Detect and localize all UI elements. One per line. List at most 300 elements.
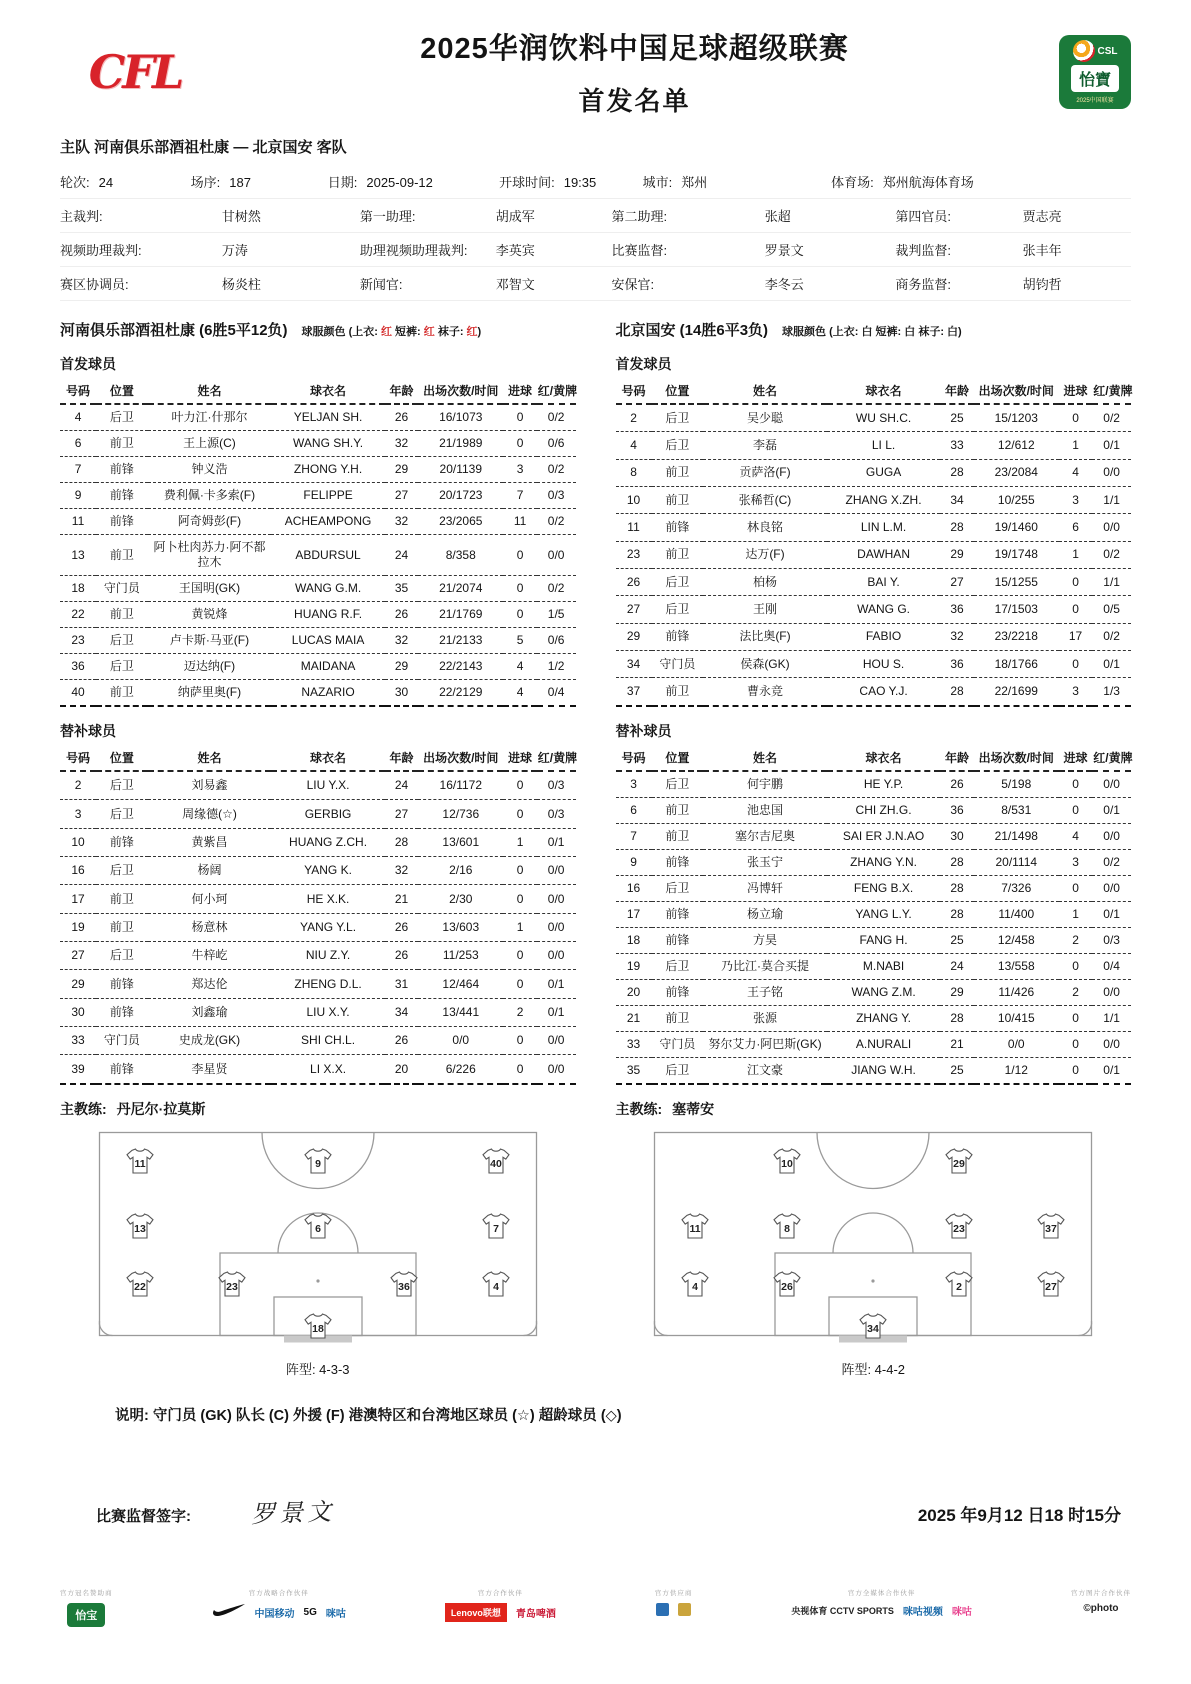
svg-text:11: 11 [133,1157,146,1170]
sheet-title: 首发名单 [578,86,691,116]
cell: 22/1699 [974,678,1059,706]
jersey-icon [125,1212,155,1241]
field-label: 比赛监督: [611,243,668,258]
cell: FELIPPE [271,483,384,509]
table-header-row [616,378,1132,404]
cell: 0/3 [537,800,576,828]
cell: 后卫 [652,596,704,623]
cell: 0 [1059,1006,1093,1032]
cell: 前卫 [652,798,704,824]
cell: CAO Y.J. [827,678,940,706]
jersey-icon [944,1269,974,1298]
cell: 0/2 [1092,850,1131,876]
field-label: 视频助理裁判: [60,243,142,258]
sponsor-tier-label: 官方冠名赞助商 [60,1590,113,1597]
field-label: 赛区协调员: [60,277,129,292]
field-label: 商务监督: [895,277,951,292]
cell: 法比奥(F) [703,623,827,650]
cell: 0 [503,942,537,970]
field-value: 24 [98,175,114,190]
table-row [616,876,1132,902]
cell: 36 [940,596,974,623]
kit-socks-value: 红 [466,326,478,338]
table-header-away-subs [616,745,1132,771]
table-row [616,1058,1132,1085]
matchup-line: 主队 河南俱乐部酒祖杜康 — 北京国安 客队 [60,139,347,156]
cell: 0/0 [537,857,576,885]
cell: 杨立瑜 [703,902,827,928]
cell: 0 [1059,876,1093,902]
cell: 前卫 [96,680,148,707]
cell: 4 [60,404,96,431]
cell: 0 [503,771,537,800]
cell: 13/601 [418,828,503,856]
cell: 10/415 [974,1006,1059,1032]
cell: 后卫 [96,800,148,828]
cell: 21/1989 [418,431,503,457]
info-field [191,172,328,191]
cell: 林良铭 [703,514,827,541]
jersey-icon [217,1269,247,1298]
table-row [60,1027,576,1055]
cell: 塞尔吉尼奥 [703,824,827,850]
cell: BAI Y. [827,569,940,596]
cell: 33 [60,1027,96,1055]
svg-text:4: 4 [692,1280,698,1293]
kit-shirt-value: 红 [380,326,392,338]
cell: 13/558 [974,954,1059,980]
cell: 前卫 [652,541,704,568]
column-header: 球衣名 [271,745,384,771]
cell: 36 [940,651,974,678]
cell: 28 [940,1006,974,1032]
cell: 0 [1059,771,1093,798]
cell: NAZARIO [271,680,384,707]
field-label: 日期: [327,175,358,190]
cell: ABDURSUL [271,535,384,576]
cell: 3 [503,457,537,483]
jersey-icon [680,1212,710,1241]
cell: A.NURALI [827,1032,940,1058]
cell: WANG Z.M. [827,980,940,1006]
cell: 史成龙(GK) [148,1027,272,1055]
cell: 39 [60,1055,96,1084]
cell: 8/531 [974,798,1059,824]
formation-label-home: 阵型: 4-3-3 [285,1362,350,1377]
cell: GUGA [827,459,940,486]
info-field [612,240,896,259]
cell: 池忠国 [703,798,827,824]
table-row [60,509,576,535]
cell: 0 [1059,651,1093,678]
cell: 33 [616,1032,652,1058]
cell: 2/30 [418,885,503,913]
cell: 周缘德(☆) [148,800,272,828]
cell: 2 [1059,980,1093,1006]
cell: 前锋 [96,1055,148,1084]
cell: 后卫 [652,954,704,980]
cell: 28 [940,876,974,902]
table-row [616,1006,1132,1032]
svg-text:18: 18 [311,1323,324,1336]
cell: 12/464 [418,970,503,998]
cell: 37 [616,678,652,706]
sponsor-logo-mark-blue [656,1603,669,1616]
formation-pitch-home [98,1131,538,1343]
sponsor-logo-migu-blue: 咪咕 [325,1609,346,1620]
cell: 2 [1059,928,1093,954]
cell: 21/1498 [974,824,1059,850]
cell: 0 [503,885,537,913]
field-label: 第一助理: [359,209,416,224]
cell: 0/6 [537,431,576,457]
cell: 2/16 [418,857,503,885]
sponsor-group-0 [60,1588,113,1627]
column-header: 球衣名 [827,745,940,771]
cell: 26 [616,569,652,596]
sponsor-logos [212,1603,346,1622]
table-row [616,596,1132,623]
jersey-icon [858,1312,888,1341]
field-value: 19:35 [563,175,597,190]
cell: 0 [503,1027,537,1055]
subs-heading-away: 替补球员 [615,723,672,739]
info-field [60,274,360,293]
jersey-icon [1036,1212,1066,1241]
table-header-row [616,745,1132,771]
cell: 30 [940,824,974,850]
cell: 0/6 [537,628,576,654]
cell: 前锋 [652,928,704,954]
table-row [616,623,1132,650]
cell: 0/0 [1092,771,1131,798]
column-header: 位置 [652,378,704,404]
cell: 1 [1059,902,1093,928]
column-header: 红/黄牌 [537,745,576,771]
cell: 0 [503,576,537,602]
svg-text:37: 37 [1045,1223,1058,1236]
cell: MAIDANA [271,654,384,680]
cell: WANG G. [827,596,940,623]
cell: 前卫 [652,678,704,706]
cell: 3 [1059,487,1093,514]
cell: 4 [616,432,652,459]
cell: 8/358 [418,535,503,576]
cell: 前卫 [652,487,704,514]
cell: 19/1748 [974,541,1059,568]
cell: 28 [940,678,974,706]
svg-text:34: 34 [867,1323,880,1336]
table-row [60,970,576,998]
cell: 0 [1059,1032,1093,1058]
cell: LI X.X. [271,1055,384,1084]
cell: 13/441 [418,998,503,1026]
cell: 27 [616,596,652,623]
cell: 后卫 [652,771,704,798]
info-field [612,206,896,225]
jersey-icon [303,1312,333,1341]
table-row [60,913,576,941]
table-row [60,800,576,828]
cell: 后卫 [96,942,148,970]
cell: 11/400 [974,902,1059,928]
cell: 王子铭 [703,980,827,1006]
kit-shorts-value: 红 [423,326,435,338]
cell: 27 [940,569,974,596]
table-header-row [60,378,576,404]
cfl-logo-text: CFL [88,45,182,99]
table-row [60,857,576,885]
column-header: 号码 [616,745,652,771]
cell: 柏杨 [703,569,827,596]
column-header: 年龄 [385,378,419,404]
jersey-icon [481,1146,511,1175]
cell: 后卫 [652,1058,704,1085]
cell: 守门员 [652,1032,704,1058]
field-label: 裁判监督: [895,243,951,258]
field-value: 贾志亮 [1022,209,1062,224]
svg-text:29: 29 [953,1157,965,1170]
jersey-icon [772,1269,802,1298]
cell: 4 [1059,824,1093,850]
jersey-icon [944,1146,974,1175]
column-header: 进球 [503,745,537,771]
cell: 33 [940,432,974,459]
cell: 0/0 [1092,459,1131,486]
cell: 17 [616,902,652,928]
cell: 前锋 [96,483,148,509]
cell: 13 [60,535,96,576]
field-value: 邓智文 [495,277,535,292]
cell: WU SH.C. [827,404,940,432]
table-row [616,928,1132,954]
cell: 21 [385,885,419,913]
cell: 前卫 [96,602,148,628]
cell: 0/1 [537,828,576,856]
info-row [60,199,1131,233]
cell: 前卫 [96,913,148,941]
cell: 32 [385,857,419,885]
table-header-home-starters [60,378,576,404]
cfl-league-logo [60,45,210,99]
cell: 杨阔 [148,857,272,885]
cell: 1/1 [1092,569,1131,596]
cell: 28 [940,514,974,541]
cell: 20/1114 [974,850,1059,876]
field-label: 开球时间: [499,175,555,190]
cell: 0 [1059,798,1093,824]
cell: 0/0 [537,942,576,970]
cell: 0 [503,857,537,885]
table-row [60,885,576,913]
document-header [60,26,1131,118]
sponsor-tier-label: 官方图片合作伙伴 [1070,1590,1131,1597]
cell: 郑达伦 [148,970,272,998]
cell: 4 [503,680,537,707]
cell: 34 [385,998,419,1026]
cell: 1 [503,913,537,941]
table-row [616,569,1132,596]
cell: 22 [60,602,96,628]
column-header: 姓名 [703,745,827,771]
column-header: 位置 [652,745,704,771]
cell: 17/1503 [974,596,1059,623]
table-row [616,798,1132,824]
starters-heading-away: 首发球员 [615,356,672,372]
cell: 0 [503,404,537,431]
cell: FABIO [827,623,940,650]
sponsor-tier-label: 官方战略合作伙伴 [248,1590,309,1597]
field-label: 第四官员: [895,209,951,224]
cell: 34 [616,651,652,678]
cell: 20 [385,1055,419,1084]
team-header-away [616,319,1132,340]
cell: 0/1 [1092,432,1131,459]
cell: 阿奇姆彭(F) [148,509,272,535]
cell: 0 [1059,569,1093,596]
info-field [360,274,612,293]
cell: 23 [616,541,652,568]
team-header-home [60,319,576,340]
table-row [616,678,1132,706]
cell: 0 [503,602,537,628]
signature-label: 比赛监督签字: [96,1508,191,1525]
sponsor-group-2 [445,1588,556,1622]
cell: 17 [1059,623,1093,650]
cell: ZHANG Y.N. [827,850,940,876]
cell: 15/1255 [974,569,1059,596]
cell: 前卫 [652,824,704,850]
legend-notes: 说明: 守门员 (GK) 队长 (C) 外援 (F) 港澳特区和台湾地区球员 (☆) 超龄球员 (◇) [115,1408,622,1424]
cell: 钟义浩 [148,457,272,483]
cell: 20/1723 [418,483,503,509]
info-field [895,240,1131,259]
field-value: 郑州航海体育场 [882,175,974,190]
cell: 28 [940,902,974,928]
subs-heading-home: 替补球员 [60,723,116,739]
table-header-away-starters [616,378,1132,404]
cell: 36 [940,798,974,824]
cell: 5 [503,628,537,654]
field-label: 场序: [190,175,221,190]
document-titles [210,26,1059,118]
cell: 22/2129 [418,680,503,707]
cell: 21/2074 [418,576,503,602]
column-header: 年龄 [940,745,974,771]
cell: 23/2084 [974,459,1059,486]
cell: 2 [616,404,652,432]
coach-line-home [60,1099,576,1119]
cell: 9 [616,850,652,876]
kit-shorts-value: 白 [904,326,916,338]
cell: YANG K. [271,857,384,885]
cell: 4 [1059,459,1093,486]
cell: 黄紫昌 [148,828,272,856]
info-field [612,274,896,293]
cell: 29 [385,654,419,680]
info-field [895,206,1131,225]
table-row [60,576,576,602]
cell: 方昊 [703,928,827,954]
yibao-brand: 怡寶 [1071,65,1119,92]
info-field [643,172,831,191]
cell: 30 [60,998,96,1026]
cell: 李磊 [703,432,827,459]
cell: 21 [940,1032,974,1058]
cell: ZHONG Y.H. [271,457,384,483]
table-row [616,771,1132,798]
sponsor-logos [67,1603,105,1627]
supervisor-signature: 罗景文 [250,1497,336,1529]
cell: 0 [1059,954,1093,980]
cell: 0/0 [537,1055,576,1084]
cell: 后卫 [96,654,148,680]
cell: 后卫 [96,771,148,800]
jersey-icon [125,1269,155,1298]
jersey-icon [303,1146,333,1175]
field-label: 安保官: [611,277,655,292]
info-field [499,172,643,191]
cell: 26 [385,1027,419,1055]
cell: 0 [1059,404,1093,432]
field-value: 万涛 [221,243,248,258]
info-field [895,274,1131,293]
field-label: 主裁判: [60,209,103,224]
cell: 努尔艾力·阿巴斯(GK) [703,1032,827,1058]
cell: NIU Z.Y. [271,942,384,970]
cell: 2 [60,771,96,800]
cell: 7 [616,824,652,850]
cell: 刘鑫瑜 [148,998,272,1026]
cell: 后卫 [652,404,704,432]
cell: 1/2 [537,654,576,680]
jersey-icon [389,1269,419,1298]
table-row [616,824,1132,850]
info-field [60,206,360,225]
cell: 7 [503,483,537,509]
sponsor-footer [60,1588,1131,1627]
cell: 黄锐烽 [148,602,272,628]
cell: 8 [616,459,652,486]
column-header: 位置 [96,378,148,404]
cell: 王上源(C) [148,431,272,457]
cell: 32 [385,509,419,535]
cell: 后卫 [96,857,148,885]
cell: YANG Y.L. [271,913,384,941]
field-value: 胡成军 [495,209,535,224]
cell: LIN L.M. [827,514,940,541]
cell: 17 [60,885,96,913]
table-row [60,680,576,707]
column-header: 年龄 [385,745,419,771]
cell: DAWHAN [827,541,940,568]
cell: SHI CH.L. [271,1027,384,1055]
jersey-icon [125,1146,155,1175]
cell: 26 [385,913,419,941]
cell: 前卫 [652,1006,704,1032]
cell: SAI ER J.N.AO [827,824,940,850]
cell: 21/2133 [418,628,503,654]
cell: 后卫 [96,404,148,431]
jersey-icon [303,1212,333,1241]
cell: HUANG R.F. [271,602,384,628]
cell: 0 [503,1055,537,1084]
cell: 前锋 [96,509,148,535]
cell: 0 [503,800,537,828]
jersey-icon [680,1269,710,1298]
cell: 11 [616,514,652,541]
league-title: 2025华润饮料中国足球超级联赛 [420,33,849,65]
